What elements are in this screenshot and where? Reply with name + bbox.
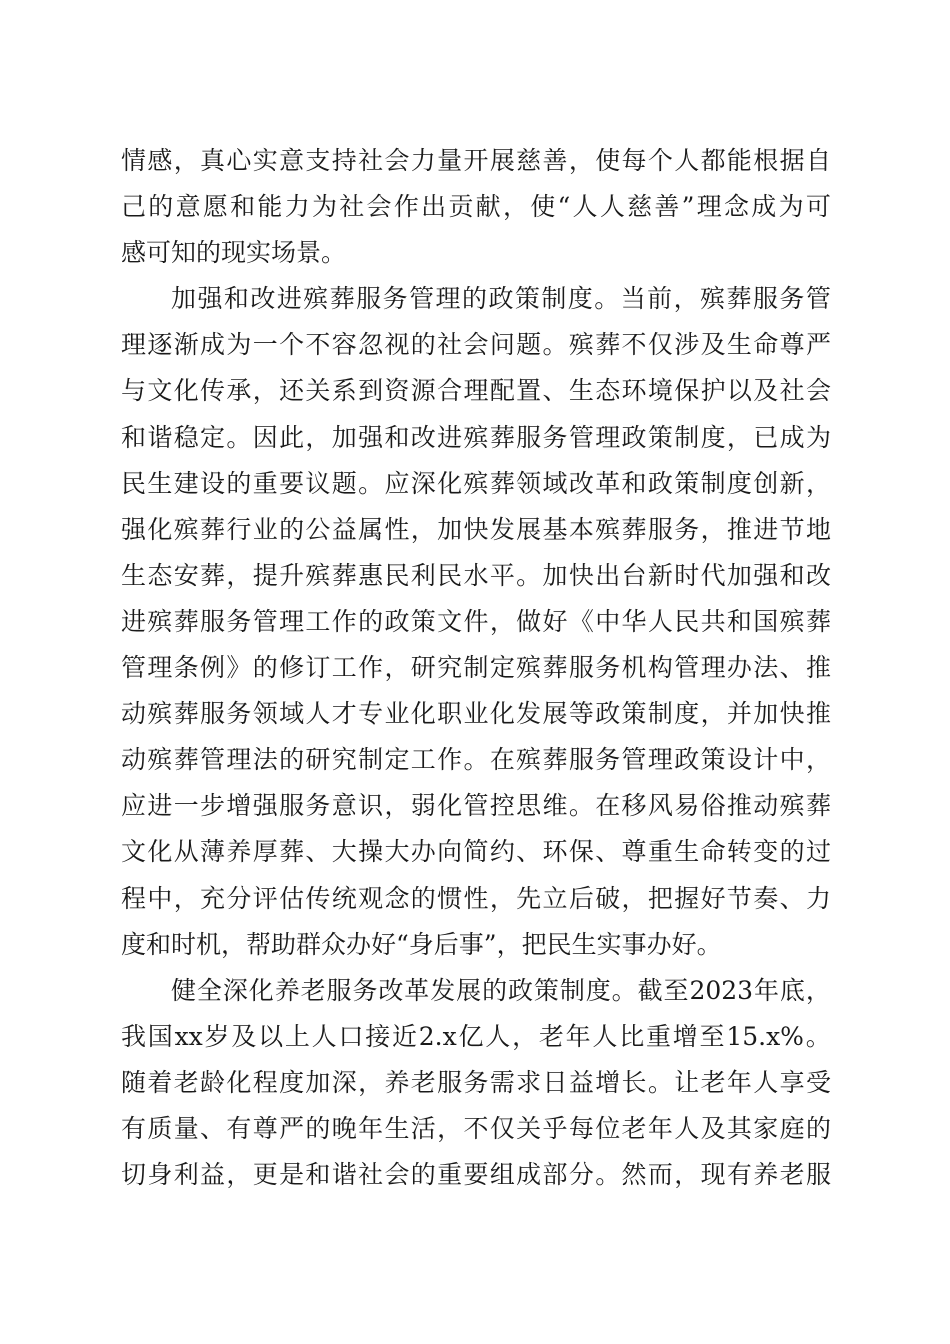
text-line: 进 殡 葬 服 务 管 理 工 作 的 政 策 文 件 ， 做 好 《 中 华 人 民 共 和 国 殡 葬 bbox=[121, 606, 831, 636]
text-line: 动 殡 葬 管 理 法 的 研 究 制 定 工 作 。 在 殡 葬 服 务 管 理 政 策 设 计 中 ， bbox=[121, 745, 831, 775]
text-line: 强 化 殡 葬 行 业 的 公 益 属 性 ， 加 快 发 展 基 本 殡 葬 服 务 ， 推 进 节 地 bbox=[121, 514, 831, 544]
text-line: 我 国 xx 岁 及 以 上 人 口 接 近 2.x 亿 人 ， 老 年 人 比 重 增 至 15.x% 。 bbox=[121, 1021, 831, 1051]
text-line: 与 文 化 传 承 ， 还 关 系 到 资 源 合 理 配 置 、 生 态 环 境 保 护 以 及 社 会 bbox=[121, 376, 831, 406]
text-line: 度和时机，帮助群众办好“身后事”，把民生实事办好。 bbox=[121, 929, 722, 959]
text-line: 文 化 从 薄 养 厚 葬 、 大 操 大 办 向 简 约 、 环 保 、 尊 重 生 命 转 变 的 过 bbox=[121, 837, 831, 867]
text-line: 己 的 意 愿 和 能 力 为 社 会 作 出 贡 献 ， 使 “ 人 人 慈 善 ” 理 念 成 为 可 bbox=[121, 192, 831, 222]
text-line: 管 理 条 例 》 的 修 订 工 作 ， 研 究 制 定 殡 葬 服 务 机 构 管 理 办 法 、 推 bbox=[121, 653, 831, 683]
text-line: 动 殡 葬 服 务 领 域 人 才 专 业 化 职 业 化 发 展 等 政 策 制 度 ， 并 加 快 推 bbox=[121, 699, 831, 729]
text-line: 应 进 一 步 增 强 服 务 意 识 ， 弱 化 管 控 思 维 。 在 移 风 易 俗 推 动 殡 葬 bbox=[121, 791, 831, 821]
paragraph-first-line: 健 全 深 化 养 老 服 务 改 革 发 展 的 政 策 制 度 。 截 至 2023 年 底 ， bbox=[171, 975, 831, 1005]
text-line: 情 感 ， 真 心 实 意 支 持 社 会 力 量 开 展 慈 善 ， 使 每 个 人 都 能 根 据 自 bbox=[121, 146, 831, 175]
text-line: 有 质 量 、 有 尊 严 的 晚 年 生 活 ， 不 仅 关 乎 每 位 老 年 人 及 其 家 庭 的 bbox=[121, 1113, 831, 1143]
text-line: 程 中 ， 充 分 评 估 传 统 观 念 的 惯 性 ， 先 立 后 破 ， 把 握 好 节 奏 、 力 bbox=[121, 883, 831, 913]
text-line: 和 谐 稳 定 。 因 此 ， 加 强 和 改 进 殡 葬 服 务 管 理 政 策 制 度 ， 已 成 为 bbox=[121, 422, 831, 452]
text-line: 生 态 安 葬 ， 提 升 殡 葬 惠 民 利 民 水 平 。 加 快 出 台 新 时 代 加 强 和 改 bbox=[121, 560, 831, 590]
text-line: 民 生 建 设 的 重 要 议 题 。 应 深 化 殡 葬 领 域 改 革 和 政 策 制 度 创 新 ， bbox=[121, 468, 831, 498]
text-line: 感可知的现实场景。 bbox=[121, 238, 347, 268]
body-text bbox=[121, 138, 831, 1198]
text-line: 理 逐 渐 成 为 一 个 不 容 忽 视 的 社 会 问 题 。 殡 葬 不 仅 涉 及 生 命 尊 严 bbox=[121, 330, 831, 360]
paragraph-first-line: 加 强 和 改 进 殡 葬 服 务 管 理 的 政 策 制 度 。 当 前 ， 殡 葬 服 务 管 bbox=[171, 284, 831, 314]
text-line: 切 身 利 益 ， 更 是 和 谐 社 会 的 重 要 组 成 部 分 。 然 而 ， 现 有 养 老 服 bbox=[121, 1160, 831, 1190]
text-line: 随 着 老 龄 化 程 度 加 深 ， 养 老 服 务 需 求 日 益 增 长 。 让 老 年 人 享 受 bbox=[121, 1067, 831, 1097]
